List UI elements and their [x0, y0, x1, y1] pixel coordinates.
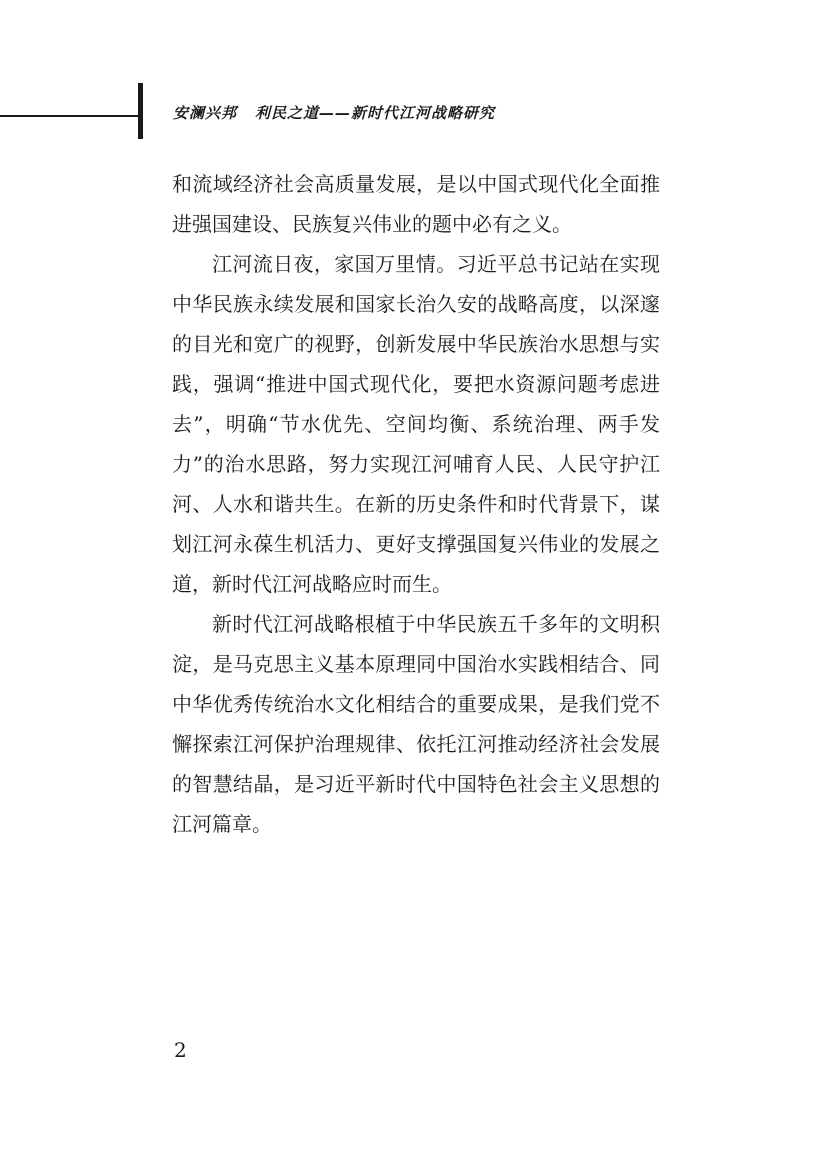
paragraph: 江河流日夜，家国万里情。习近平总书记站在实现中华民族永续发展和国家长治久安的战略高度，以深邃的目光和宽广的视野，创新发展中华民族治水思想与实践，强调“推进中国式现代化，要把水资源问题考虑进去”，明确“节水优先、空间均衡、系统治理、两手发力”的治水思路，努力实现江河哺育人民、人民守护江河、人水和谐共生。在新的历史条件和时代背景下，谋划江河永葆生机活力、更好支撑强国复兴伟业的发展之道，新时代江河战略应时而生。 — [172, 252, 660, 596]
header-rule-line — [0, 115, 140, 117]
paragraph-continued: 和流域经济社会高质量发展，是以中国式现代化全面推进强国建设、民族复兴伟业的题中必有之义。 — [172, 172, 660, 236]
header-vertical-bar — [138, 83, 143, 139]
running-head-title-left: 安澜兴邦 — [173, 104, 238, 122]
paragraph: 新时代江河战略根植于中华民族五千多年的文明积淀，是马克思主义基本原理同中国治水实践相结合、同中华优秀传统治水文化相结合的重要成果，是我们党不懈探索江河保护治理规律、依托江河推动经济社会发展的智慧结晶，是习近平新时代中国特色社会主义思想的江河篇章。 — [172, 612, 660, 836]
running-head — [173, 102, 495, 123]
body-text — [172, 164, 660, 844]
running-head-title-right: 利民之道——新时代江河战略研究 — [255, 104, 496, 122]
page-number: 2 — [174, 1038, 187, 1062]
